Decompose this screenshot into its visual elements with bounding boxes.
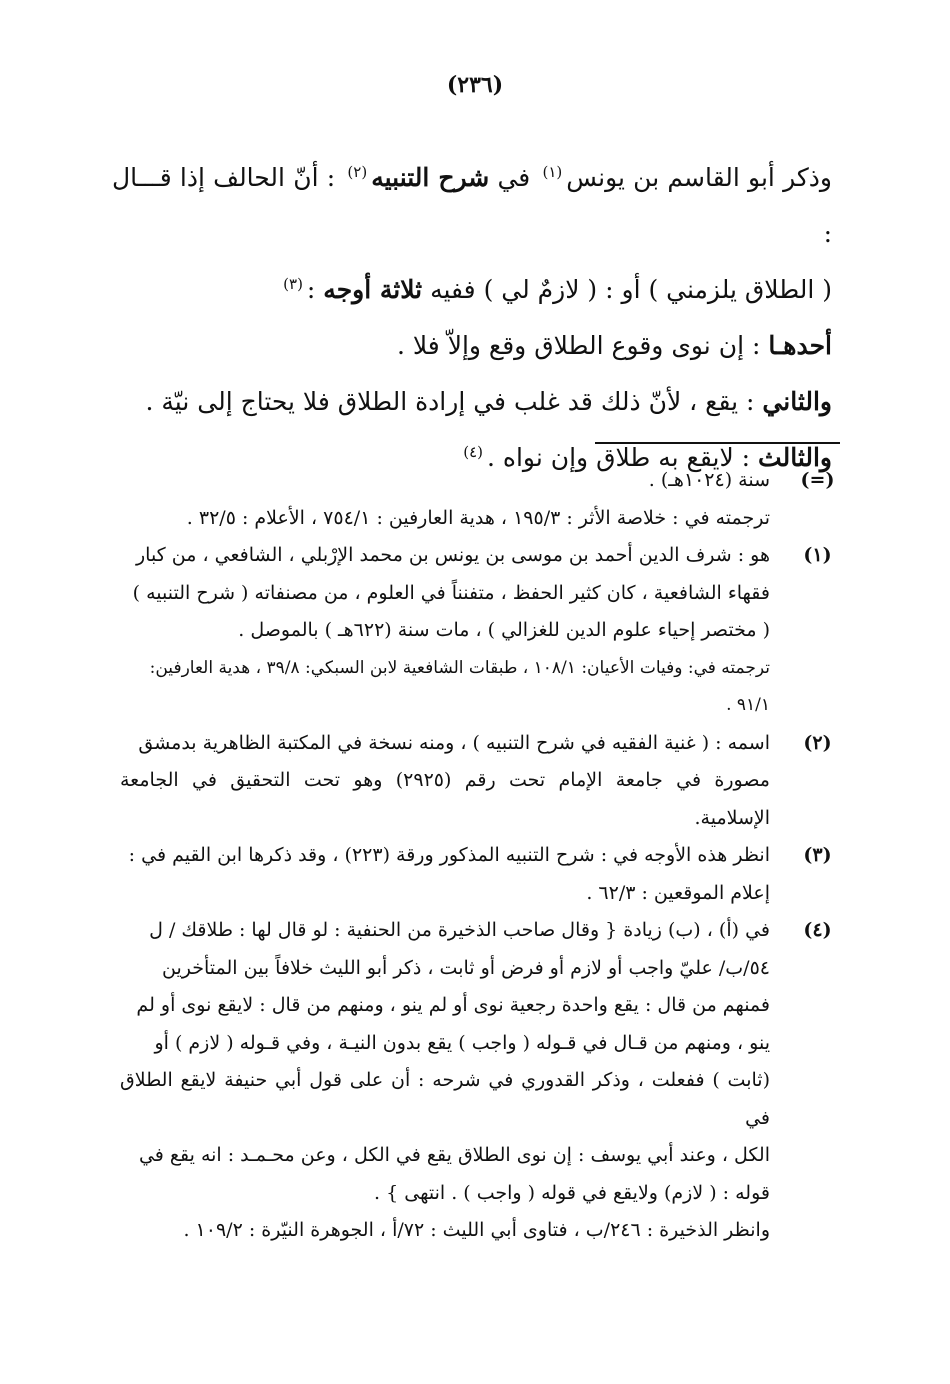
aspect-first-text: : إن نوى وقوع الطلاق وقع وإلاّ فلا . xyxy=(396,331,769,360)
footnote-line: ( مختصر إحياء علوم الدين للغزالي ) ، مات سنة (٦٢٢هـ ) بالموصل . xyxy=(238,619,770,641)
footnote-2-body xyxy=(120,725,770,838)
footnote-eq-marker: (=) xyxy=(800,469,835,491)
footnote-2-marker: (٢) xyxy=(803,731,832,754)
footnote-4-marker: (٤) xyxy=(803,919,832,941)
footnote-1-sources: ترجمته في: وفيات الأعيان: ١٠٨/١ ، طبقات الشافعية لابن السبكي: ٣٩/٨ ، هدية العارفين: ٩١/١ . xyxy=(149,657,770,715)
footnote-line: انظر هذه الأوجه في : شرح التنبيه المذكور ورقة (٢٢٣) ، وقد ذكرها ابن القيم في : xyxy=(128,844,770,866)
main-line-1-start: وذكر أبو القاسم بن يونس xyxy=(566,163,832,192)
footnote-line: الكل ، وعند أبي يوسف : إن نوى الطلاق يقع في الكل ، وعن محـمـد : انه يقع في xyxy=(138,1144,770,1166)
footnote-3 xyxy=(120,837,840,912)
main-line-2-start: ( الطلاق يلزمني ) أو : ( لازمٌ لي ) ففيه xyxy=(422,275,832,304)
main-text xyxy=(112,150,832,486)
footnote-eq-body xyxy=(120,462,770,500)
main-line-1 xyxy=(112,150,832,262)
footnote-divider xyxy=(595,442,840,444)
aspect-first xyxy=(112,318,832,374)
footnote-3-body xyxy=(120,837,770,912)
footnote-line: ينو ، ومنهم من قـال في قـوله ( واجب ) يقع بدون النيـة ، وفي قـوله ( لازم ) أو xyxy=(154,1031,770,1054)
footnote-ref-2: (٢) xyxy=(347,162,368,181)
main-line-2-colon: : xyxy=(306,275,324,304)
footnote-line: ٥٤/ب/ عليّ واجب أو لازم أو فرض أو ثابت ، ذكر أبو الليث خلافاً بين المتأخرين xyxy=(162,956,770,979)
footnote-4 xyxy=(120,912,840,1212)
aspect-second xyxy=(112,374,832,430)
footnote-line: هو : شرف الدين أحمد بن موسى بن يونس بن محمد الإرْبلي ، الشافعي ، من كبار xyxy=(135,544,770,566)
footnote-1-body xyxy=(120,537,770,650)
aspect-second-text: : يقع ، لأنّ ذلك قد غلب في إرادة الطلاق فلا يحتاج إلى نيّة . xyxy=(145,387,763,416)
footnote-line: فقهاء الشافعية ، كان كثير الحفظ ، متفنناً في العلوم ، من مصنفاته ( شرح التنبيه ) xyxy=(132,581,770,604)
footnotes xyxy=(120,462,840,1250)
footnote-line: (ثابت ) ففعلت ، وذكر القدوري في شرحه : أن على قول أبي حنيفة لايقع الطلاق في xyxy=(120,1069,770,1129)
footnote-4-body xyxy=(120,912,770,1212)
footnote-line: قوله : ( لازم) ولايقع في قوله ( واجب ) . انتهى } . xyxy=(374,1181,770,1204)
footnote-2 xyxy=(120,725,840,838)
main-line-2 xyxy=(112,262,832,318)
footnote-line: مصورة في جامعة الإمام تحت رقم (٢٩٢٥) وهو تحت التحقيق في الجامعة الإسلامية. xyxy=(120,769,770,829)
footnote-line: فمنهم من قال : يقع واحدة رجعية نوى أو لم ينو ، ومنهم من قال : لايقع نوى أو لم xyxy=(136,994,770,1016)
aspect-second-label: والثاني xyxy=(762,387,832,416)
aspect-first-label: أحدهـا xyxy=(768,331,832,360)
footnote-3-marker: (٣) xyxy=(803,844,832,866)
footnote-eq-sources: ترجمته في : خلاصة الأثر : ١٩٥/٣ ، هدية العارفين : ٧٥٤/١ ، الأعلام : ٣٢/٥ . xyxy=(186,506,770,529)
footnote-1 xyxy=(120,537,840,650)
three-aspects: ثلاثة أوجه xyxy=(323,275,423,304)
footnote-ref-4: (٤) xyxy=(463,442,483,461)
footnote-line: في (أ) ، (ب) زيادة { وقال صاحب الذخيرة من الحنفية : لو قال لها : طلاقك / ل xyxy=(149,919,770,941)
book-title: شرح التنبيه xyxy=(371,163,490,192)
aspect-third-label: والثالث xyxy=(758,443,832,472)
footnote-1-marker: (١) xyxy=(803,544,832,566)
footnote-4-sources: وانظر الذخيرة : ٢٤٦/ب ، فتاوى أبي الليث : ٧٢/أ ، الجوهرة النيّرة : ١٠٩/٢ . xyxy=(183,1219,770,1241)
main-line-1-in: في xyxy=(489,163,539,192)
footnote-eq xyxy=(120,462,840,500)
footnote-ref-1: (١) xyxy=(542,162,563,181)
footnote-line: اسمه : ( غنية الفقيه في شرح التنبيه ) ، ومنه نسخة في المكتبة الظاهرية بدمشق xyxy=(138,731,770,754)
footnote-line: إعلام الموقعين : ٦٢/٣ . xyxy=(586,881,770,904)
page-number: (٢٣٦) xyxy=(446,72,504,98)
footnote-line: سنة (١٠٢٤هـ) . xyxy=(648,469,770,491)
footnote-ref-3: (٣) xyxy=(283,274,303,293)
aspect-third-text: : لايقع به طلاق وإن نواه . xyxy=(486,443,759,472)
main-line-1-end: : أنّ الحالف إذا قـــال : xyxy=(112,163,832,248)
